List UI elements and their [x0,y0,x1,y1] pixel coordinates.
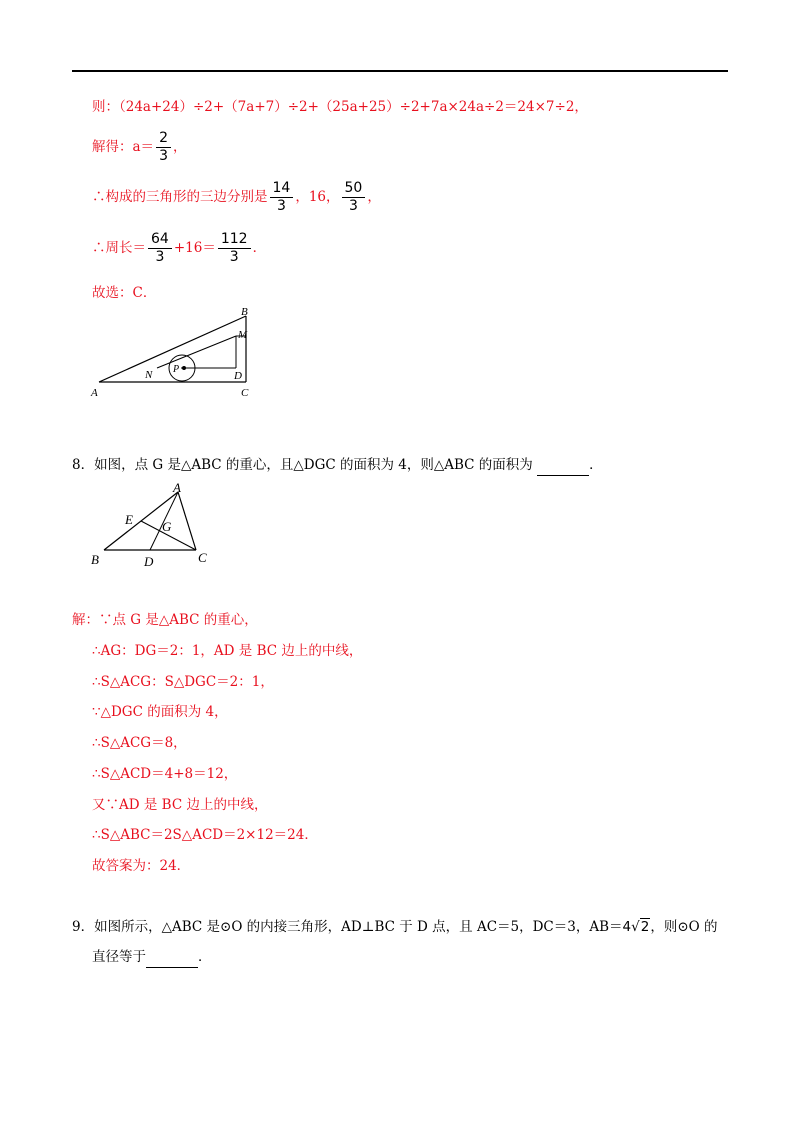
sol7-line3-prefix: ∴构成的三角形的三边分别是 [92,189,268,205]
sol7-line2 [92,131,186,164]
fig7-label-a: A [91,387,98,399]
figure-7-right-triangle [85,300,265,405]
sol7-line2-prefix: 解得：a＝ [92,139,155,155]
fraction-perim2-num: 112 [218,232,251,249]
fraction-a-num: 2 [156,131,171,148]
sol8-line-3: ∴S△ACG：S△DGC＝2：1， [92,674,274,690]
q9-answer-blank[interactable] [146,947,198,968]
fraction-side1-den: 3 [276,198,286,214]
header-rule [72,70,728,72]
sol8-line-7: 又∵AD 是 BC 边上的中线， [92,797,268,813]
fig8-label-e: E [125,512,133,527]
fraction-perim1 [148,232,172,265]
sol8-line-5: ∴S△ACG＝8， [92,735,187,751]
q9-sqrt-radicand: 2 [640,919,650,935]
sol7-line4 [92,232,266,265]
q9-text-end: ，则⊙O 的 [650,919,718,935]
sol7-line2-suffix: ， [172,139,187,155]
q8-text: 如图，点 G 是△ABC 的重心，且△DGC 的面积为 4，则△ABC 的面积为 [94,457,533,473]
sol8-line-2: ∴AG：DG＝2：1，AD 是 BC 边上的中线， [92,643,363,659]
fig7-label-m: M [238,329,248,341]
fig8-label-g: G [162,519,172,534]
q9-text: 如图所示，△ABC 是⊙O 的内接三角形，AD⊥BC 于 D 点，且 AC＝5，DC＝3，AB＝ [94,919,623,935]
q9-line2 [92,947,212,968]
fraction-a [156,131,171,164]
fraction-perim1-den: 3 [155,249,165,265]
fraction-side2 [342,181,366,214]
q9-sqrt-value: 4√2 [622,919,650,935]
fig7-label-p: P [173,364,180,375]
fig7-label-d: D [234,370,242,382]
fraction-side2-num: 50 [342,181,366,198]
fraction-side1-num: 14 [270,181,294,198]
sol7-line4-prefix: ∴周长＝ [92,240,146,256]
q9-line2-text: 直径等于 [92,949,146,965]
sol8-line-6: ∴S△ACD＝4+8＝12， [92,766,238,782]
fig7-label-b: B [241,306,248,318]
q8-number: 8． [72,457,95,473]
sol7-line1: 则：（24a+24）÷2+（7a+7）÷2+（25a+25）÷2+7a×24a÷2＝24×7÷2， [92,99,588,115]
sol8-line-9: 故答案为：24． [92,858,191,874]
q9-number: 9． [72,919,95,935]
q8-end: ． [589,457,603,473]
q9-sqrt-coef: 4 [622,919,632,935]
q8-line [72,455,603,476]
sol7-line4-mid: +16＝ [173,240,216,256]
q9-line1 [72,917,718,937]
fraction-perim2 [218,232,251,265]
fraction-perim1-num: 64 [148,232,172,249]
sol8-line-1: 解：∵点 G 是△ABC 的重心， [72,612,258,628]
fig7-label-c: C [241,387,249,399]
fraction-side1 [270,181,294,214]
sol7-line3 [92,181,381,214]
sol7-line5: 故选：C． [92,285,157,301]
q9-line2-end: ． [198,949,212,965]
fig8-label-d: D [144,554,154,569]
fig8-label-c: C [198,550,207,565]
sol8-line-4: ∵△DGC 的面积为 4， [92,704,228,720]
fraction-a-den: 3 [159,148,168,164]
fraction-side2-den: 3 [348,198,358,214]
fig7-label-n: N [145,369,153,381]
q8-answer-blank[interactable] [537,455,589,476]
sol7-line3-mid: ，16， [295,189,340,205]
fig8-label-b: B [91,552,99,567]
sol8-line-8: ∴S△ABC＝2S△ACD＝2×12＝24． [92,827,318,843]
sol7-line3-suffix: ， [367,189,381,205]
fraction-perim2-den: 3 [229,249,239,265]
sol7-line4-suffix: ． [252,240,267,256]
fig8-label-a: A [173,480,181,495]
figure-8-triangle-centroid [85,480,220,575]
